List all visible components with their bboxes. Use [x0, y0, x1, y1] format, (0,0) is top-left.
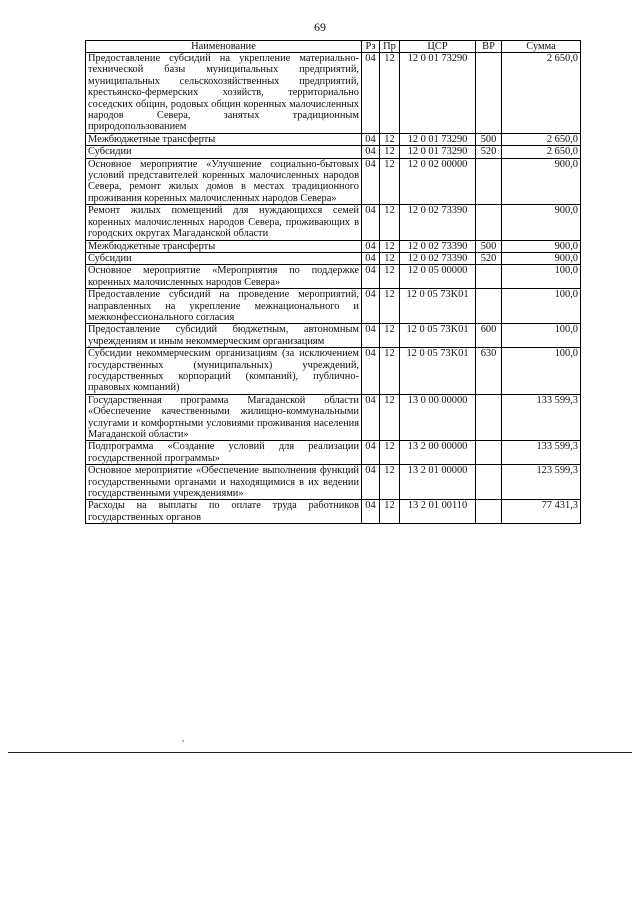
cell-csr: 13 0 00 00000 — [400, 394, 476, 441]
cell-csr: 13 2 01 00110 — [400, 500, 476, 524]
page-number: 69 — [314, 20, 326, 34]
cell-sum: 100,0 — [502, 289, 581, 324]
header-pr: Пр — [380, 41, 400, 53]
cell-sum: 900,0 — [502, 252, 581, 264]
cell-vr — [476, 441, 502, 465]
cell-name: Ремонт жилых помещений для нуждающихся семей коренных малочисленных народов Севера, проживающих в городских округах Магаданской области — [86, 205, 362, 240]
table-row — [86, 465, 581, 500]
cell-name: Предоставление субсидий бюджетным, автономным учреждениям и иным некоммерческим организациям — [86, 324, 362, 348]
cell-sum: 77 431,3 — [502, 500, 581, 524]
cell-pr: 12 — [380, 500, 400, 524]
cell-vr — [476, 53, 502, 134]
cell-csr: 12 0 05 00000 — [400, 265, 476, 289]
table-row — [86, 252, 581, 264]
cell-pr: 12 — [380, 441, 400, 465]
table-row — [86, 133, 581, 145]
table-row — [86, 53, 581, 134]
cell-sum: 100,0 — [502, 324, 581, 348]
table-row — [86, 146, 581, 158]
cell-vr: 500 — [476, 133, 502, 145]
cell-pr: 12 — [380, 348, 400, 395]
cell-pr: 12 — [380, 394, 400, 441]
cell-sum: 123 599,3 — [502, 465, 581, 500]
cell-csr: 13 2 00 00000 — [400, 441, 476, 465]
footer-divider — [8, 752, 632, 753]
cell-pr: 12 — [380, 240, 400, 252]
cell-csr: 12 0 02 73390 — [400, 240, 476, 252]
cell-sum: 2 650,0 — [502, 133, 581, 145]
table-row — [86, 240, 581, 252]
cell-vr: 500 — [476, 240, 502, 252]
cell-vr — [476, 265, 502, 289]
cell-rz: 04 — [362, 158, 380, 205]
cell-pr: 12 — [380, 252, 400, 264]
cell-sum: 900,0 — [502, 158, 581, 205]
table-row — [86, 394, 581, 441]
header-csr: ЦСР — [400, 41, 476, 53]
cell-pr: 12 — [380, 53, 400, 134]
cell-vr — [476, 500, 502, 524]
cell-csr: 12 0 02 73390 — [400, 205, 476, 240]
cell-rz: 04 — [362, 205, 380, 240]
cell-pr: 12 — [380, 133, 400, 145]
cell-sum: 900,0 — [502, 205, 581, 240]
table-row — [86, 205, 581, 240]
cell-vr: 630 — [476, 348, 502, 395]
cell-pr: 12 — [380, 465, 400, 500]
table-row — [86, 265, 581, 289]
cell-vr: 520 — [476, 146, 502, 158]
header-vr: ВР — [476, 41, 502, 53]
table-row — [86, 500, 581, 524]
cell-name: Подпрограмма «Создание условий для реализации государственной программы» — [86, 441, 362, 465]
cell-rz: 04 — [362, 265, 380, 289]
cell-sum: 2 650,0 — [502, 146, 581, 158]
table-header-row — [86, 41, 581, 53]
cell-sum: 133 599,3 — [502, 394, 581, 441]
table-row — [86, 348, 581, 395]
cell-name: Межбюджетные трансферты — [86, 240, 362, 252]
cell-name: Государственная программа Магаданской области «Обеспечение качественными жилищно-коммунальными услугами и комфортными условиями проживания населения Магаданской области» — [86, 394, 362, 441]
cell-csr: 12 0 01 73290 — [400, 146, 476, 158]
cell-csr: 12 0 01 73290 — [400, 53, 476, 134]
cell-csr: 13 2 01 00000 — [400, 465, 476, 500]
table-row — [86, 289, 581, 324]
budget-table — [85, 40, 581, 524]
cell-rz: 04 — [362, 146, 380, 158]
cell-csr: 12 0 05 73K01 — [400, 348, 476, 395]
cell-name: Предоставление субсидий на укрепление материально-технической базы муниципальных предприятий, муниципальных сельскохозяйственных предприятий, крестьянско-фермерских хозяйств, территориально соседских общин, родовых общин коренных малочисленных народов Севера, занятых традиционным природопользованием — [86, 53, 362, 134]
table-row — [86, 324, 581, 348]
cell-rz: 04 — [362, 500, 380, 524]
cell-vr: 600 — [476, 324, 502, 348]
cell-name: Основное мероприятие «Мероприятия по поддержке коренных малочисленных народов Севера» — [86, 265, 362, 289]
cell-sum: 100,0 — [502, 348, 581, 395]
cell-sum: 900,0 — [502, 240, 581, 252]
cell-vr — [476, 465, 502, 500]
cell-rz: 04 — [362, 289, 380, 324]
cell-name: Субсидии — [86, 252, 362, 264]
cell-rz: 04 — [362, 441, 380, 465]
cell-pr: 12 — [380, 324, 400, 348]
cell-csr: 12 0 01 73290 — [400, 133, 476, 145]
cell-name: Основное мероприятие «Обеспечение выполнения функций государственными органами и находящимися в их ведении государственными учреждениями» — [86, 465, 362, 500]
cell-vr — [476, 289, 502, 324]
cell-vr — [476, 205, 502, 240]
cell-vr — [476, 158, 502, 205]
cell-csr: 12 0 05 73K01 — [400, 289, 476, 324]
cell-pr: 12 — [380, 289, 400, 324]
cell-rz: 04 — [362, 133, 380, 145]
header-rz: Рз — [362, 41, 380, 53]
header-name: Наименование — [86, 41, 362, 53]
cell-rz: 04 — [362, 394, 380, 441]
cell-pr: 12 — [380, 146, 400, 158]
cell-rz: 04 — [362, 252, 380, 264]
cell-name: Межбюджетные трансферты — [86, 133, 362, 145]
cell-name: Расходы на выплаты по оплате труда работников государственных органов — [86, 500, 362, 524]
scan-speck — [182, 740, 184, 742]
cell-name: Субсидии — [86, 146, 362, 158]
cell-vr — [476, 394, 502, 441]
cell-csr: 12 0 02 00000 — [400, 158, 476, 205]
table-row — [86, 441, 581, 465]
cell-csr: 12 0 05 73K01 — [400, 324, 476, 348]
cell-csr: 12 0 02 73390 — [400, 252, 476, 264]
cell-name: Основное мероприятие «Улучшение социально-бытовых условий представителей коренных малочисленных народов Севера, ремонт жилых домов в местах традиционного проживания коренных малочисленных народов Севера» — [86, 158, 362, 205]
cell-pr: 12 — [380, 265, 400, 289]
cell-pr: 12 — [380, 205, 400, 240]
cell-vr: 520 — [476, 252, 502, 264]
cell-sum: 133 599,3 — [502, 441, 581, 465]
cell-name: Субсидии некоммерческим организациям (за исключением государственных (муниципальных) учреждений, государственных корпораций (компаний), публично-правовых компаний) — [86, 348, 362, 395]
cell-rz: 04 — [362, 348, 380, 395]
cell-rz: 04 — [362, 324, 380, 348]
header-sum: Сумма — [502, 41, 581, 53]
cell-rz: 04 — [362, 465, 380, 500]
cell-name: Предоставление субсидий на проведение мероприятий, направленных на укрепление межнационального и межконфессионального согласия — [86, 289, 362, 324]
table-row — [86, 158, 581, 205]
cell-rz: 04 — [362, 53, 380, 134]
cell-pr: 12 — [380, 158, 400, 205]
cell-sum: 100,0 — [502, 265, 581, 289]
cell-sum: 2 650,0 — [502, 53, 581, 134]
cell-rz: 04 — [362, 240, 380, 252]
